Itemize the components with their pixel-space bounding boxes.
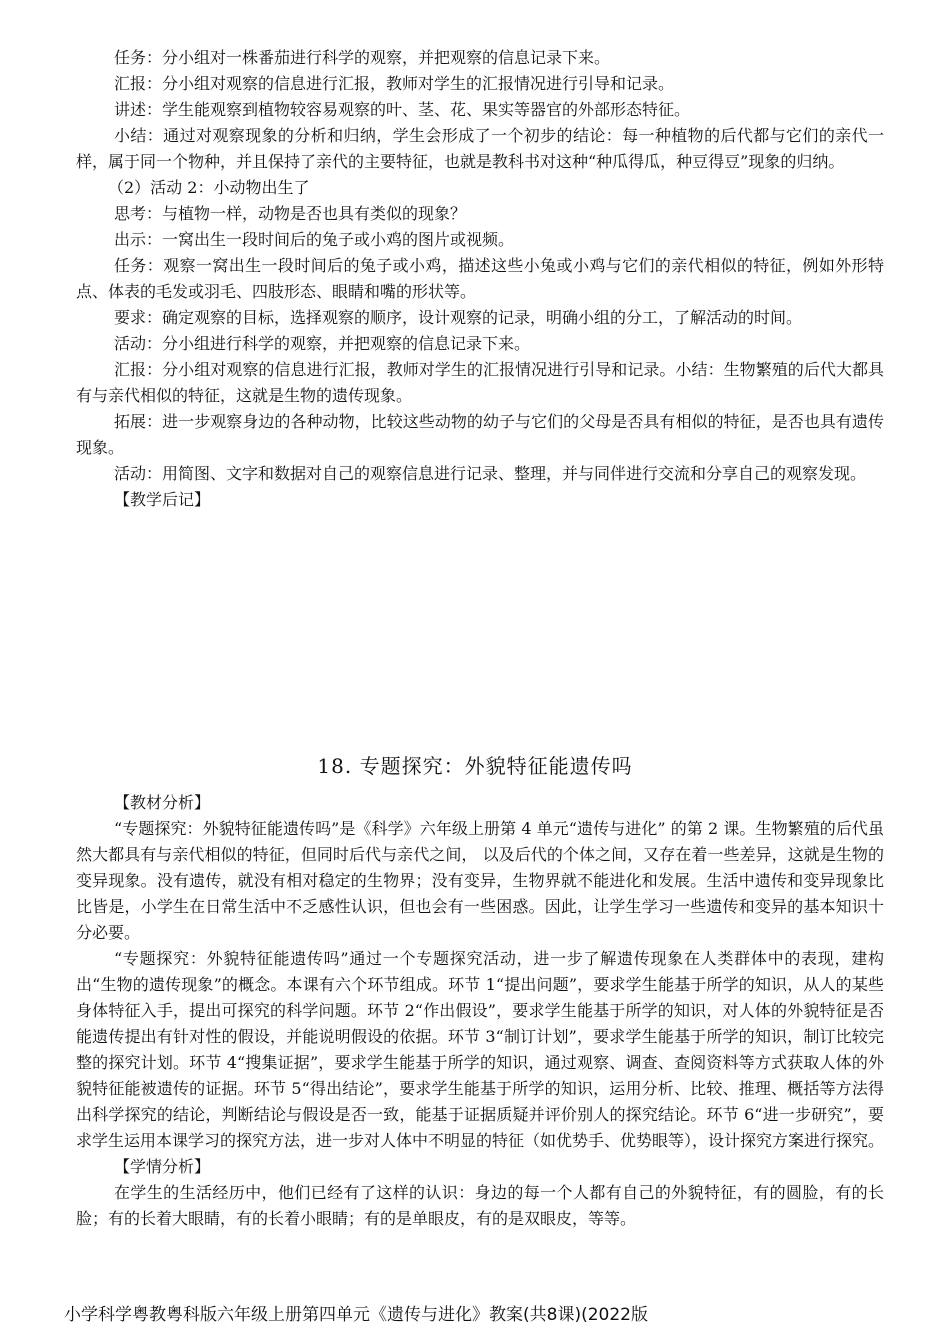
- paragraph-task-animals: 任务：观察一窝出生一段时间后的兔子或小鸡，描述这些小兔或小鸡与它们的亲代相似的特征，例如外形特点、体表的毛发或羽毛、四肢形态、眼睛和嘴的形状等。: [76, 256, 884, 301]
- section-lesson-18: [76, 790, 884, 1232]
- document-footer-caption: 小学科学粤教粤科版六年级上册第四单元《遗传与进化》教案(共8课)(2022版: [64, 1305, 648, 1325]
- section-activity-continuation: [76, 45, 884, 513]
- paragraph-activity-record: 活动：用简图、文字和数据对自己的观察信息进行记录、整理，并与同伴进行交流和分享自己的观察发现。: [114, 464, 867, 483]
- paragraph-report-1: 汇报：分小组对观察的信息进行汇报，教师对学生的汇报情况进行引导和记录。: [114, 74, 675, 93]
- paragraph-task-tomato: 任务：分小组对一株番茄进行科学的观察，并把观察的信息记录下来。: [114, 48, 611, 67]
- paragraph-explain: 讲述：学生能观察到植物较容易观察的叶、茎、花、果实等器官的外部形态特征。: [114, 100, 691, 119]
- activity-2-heading: （2）活动 2：小动物出生了: [108, 178, 310, 197]
- paragraph-student-analysis-1: 在学生的生活经历中，他们已经有了这样的认识：身边的每一个人都有自己的外貌特征，有的圆脸，有的长脸；有的长着大眼睛，有的长着小眼睛；有的是单眼皮，有的是双眼皮，等等。: [76, 1183, 884, 1228]
- postscript-heading: 【教学后记】: [114, 490, 211, 509]
- lesson-title: 18. 专题探究：外貌特征能遗传吗: [317, 754, 633, 778]
- paragraph-textbook-analysis-2: “专题探究：外貌特征能遗传吗”通过一个专题探究活动，进一步了解遗传现象在人类群体中的表现，建构出“生物的遗传现象”的概念。本课有六个环节组成。环节 1“提出问题”，要求学生能基于所学的知识，从人的某些身体特征入手，提出可探究的科学问题。环节 2“作出假设”，要求学生能基于所学的知识，对人体的外貌特征是否能遗传提出有针对性的假设，并能说明假设的依据。环节 3“制订计划”，要求学生能基于所学的知识，制订比较完整的探究计划。环节 4“搜集证据”，要求学生能基于所学的知识，通过观察、调查、查阅资料等方式获取人体的外貌特征能被遗传的证据。环节 5“得出结论”，要求学生能基于所学的知识，运用分析、比较、推理、概括等方法得出科学探究的结论，判断结论与假设是否一致，能基于证据质疑并评价别人的探究结论。环节 6“进一步研究”，要求学生运用本课学习的探究方法，进一步对人体中不明显的特征（如优势手、优势眼等），设计探究方案进行探究。: [76, 949, 885, 1150]
- textbook-analysis-heading: 【教材分析】: [114, 793, 211, 812]
- paragraph-show: 出示：一窝出生一段时间后的兔子或小鸡的图片或视频。: [114, 230, 515, 249]
- paragraph-requirement: 要求：确定观察的目标，选择观察的顺序，设计观察的记录，明确小组的分工，了解活动的时间。: [114, 308, 803, 327]
- paragraph-textbook-analysis-1: “专题探究：外貌特征能遗传吗”是《科学》六年级上册第 4 单元“遗传与进化” 的第 2 课。生物繁殖的后代虽然大都具有与亲代相似的特征，但同时后代与亲代之间， 以及后代的个体之间，又存在着一些差异，这就是生物的变异现象。没有遗传，就没有相对稳定的生物界；没有变异，生物界就不能进化和发展。生活中遗传和变异现象比比皆是，小学生在日常生活中不乏感性认识，但也会有一些困惑。因此，让学生学习一些遗传和变异的基本知识十分必要。: [76, 819, 884, 942]
- paragraph-extension: 拓展：进一步观察身边的各种动物，比较这些动物的幼子与它们的父母是否具有相似的特征，是否也具有遗传现象。: [76, 412, 884, 457]
- student-analysis-heading: 【学情分析】: [114, 1157, 211, 1176]
- paragraph-think: 思考：与植物一样，动物是否也具有类似的现象？: [114, 204, 467, 223]
- paragraph-report-2: 汇报：分小组对观察的信息进行汇报，教师对学生的汇报情况进行引导和记录。小结：生物繁殖的后代大都具有与亲代相似的特征，这就是生物的遗传现象。: [76, 360, 884, 405]
- paragraph-summary-1: 小结：通过对观察现象的分析和归纳，学生会形成了一个初步的结论：每一种植物的后代都与它们的亲代一样，属于同一个物种，并且保持了亲代的主要特征，也就是教科书对这种“种瓜得瓜，种豆得豆”现象的归纳。: [76, 126, 884, 171]
- paragraph-activity-observe: 活动：分小组进行科学的观察，并把观察的信息记录下来。: [114, 334, 531, 353]
